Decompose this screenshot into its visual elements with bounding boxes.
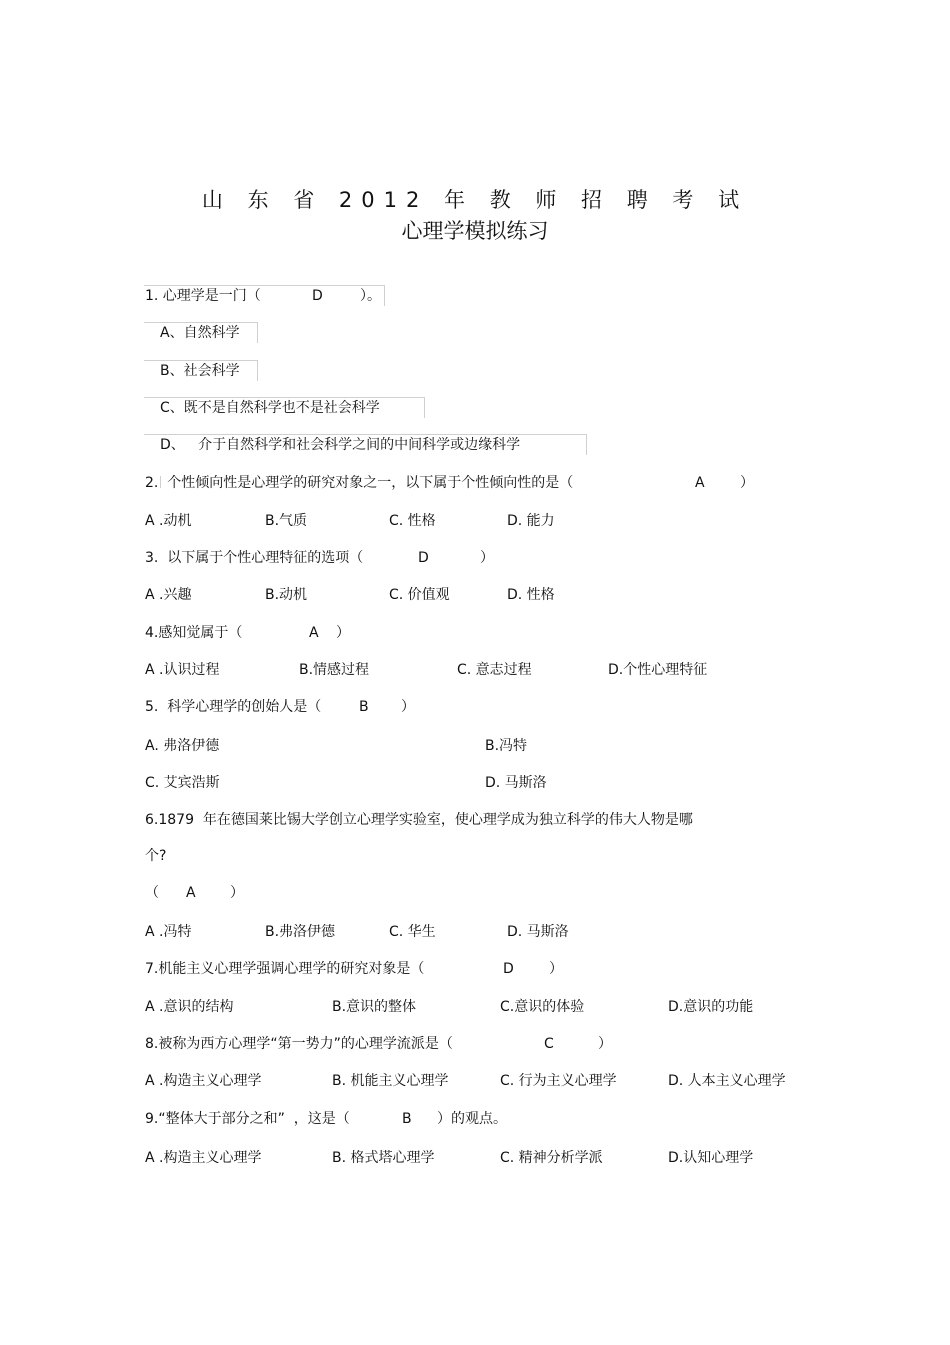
q8-option-c: C. 行为主义心理学: [500, 1073, 617, 1089]
q3-option-c: C. 价值观: [389, 587, 450, 603]
q3-stem: 3. 以下属于个性心理特征的选项（: [145, 550, 364, 566]
q4-option-c: C. 意志过程: [457, 662, 532, 678]
q7-option-d: D.意识的功能: [668, 999, 754, 1015]
q6-stem-line1: 6.1879 年在德国莱比锡大学创立心理学实验室，使心理学成为独立科学的伟大人物是哪: [145, 812, 693, 828]
q7-option-c: C.意识的体验: [500, 999, 585, 1015]
q8-option-b: B. 机能主义心理学: [332, 1073, 449, 1089]
q7-option-a: A .意识的结构: [145, 999, 234, 1015]
q1-option-b: B、社会科学: [160, 363, 240, 379]
q6-option-d: D. 马斯洛: [507, 924, 569, 940]
q9-answer: B: [402, 1111, 412, 1127]
q4-option-b: B.情感过程: [299, 662, 370, 678]
q7-option-b: B.意识的整体: [332, 999, 417, 1015]
q9-stem: 9.“整体大于部分之和” ，这是（: [145, 1111, 350, 1127]
q4-close: ）: [336, 625, 350, 641]
q8-option-d: D. 人本主义心理学: [668, 1073, 786, 1089]
q1-close: ）。: [360, 288, 381, 304]
q7-close: ）: [549, 961, 563, 977]
q9-option-a: A .构造主义心理学: [145, 1150, 262, 1166]
q9-option-c: C. 精神分析学派: [500, 1150, 603, 1166]
q7-stem: 7.机能主义心理学强调心理学的研究对象是（: [145, 961, 425, 977]
q6-close: ）: [230, 885, 244, 901]
q6-option-c: C. 华生: [389, 924, 436, 940]
q2-option-c: C. 性格: [389, 513, 436, 529]
q6-stem-line2: 个?: [145, 848, 167, 864]
q4-option-a: A .认识过程: [145, 662, 220, 678]
q1-answer: D: [312, 288, 323, 304]
q6-open: （: [145, 885, 159, 901]
page-title: 山 东 省 2012 年 教 师 招 聘 考 试: [201, 188, 749, 212]
q2-option-b: B.气质: [265, 513, 308, 529]
q9-option-b: B. 格式塔心理学: [332, 1150, 435, 1166]
q1-option-d: D、 介于自然科学和社会科学之间的中间科学或边缘科学: [160, 437, 521, 453]
q4-stem: 4.感知觉属于（: [145, 625, 243, 641]
q2-close: ）: [740, 475, 754, 491]
q6-option-a: A .冯特: [145, 924, 192, 940]
q3-close: ）: [480, 550, 494, 566]
q2-answer: A: [695, 475, 705, 491]
q5-answer: B: [359, 699, 369, 715]
page-subtitle: 心理学模拟练习: [401, 219, 549, 243]
q8-option-a: A .构造主义心理学: [145, 1073, 262, 1089]
q2-option-d: D. 能力: [507, 513, 555, 529]
q5-option-c: C. 艾宾浩斯: [145, 775, 220, 791]
q5-option-a: A. 弗洛伊德: [145, 738, 220, 754]
q4-option-d: D.个性心理特征: [608, 662, 708, 678]
q9-close: ）的观点。: [437, 1111, 507, 1127]
q6-answer: A: [186, 885, 196, 901]
q3-answer: D: [418, 550, 429, 566]
q7-answer: D: [503, 961, 514, 977]
q5-stem: 5. 科学心理学的创始人是（: [145, 699, 322, 715]
q3-option-a: A .兴趣: [145, 587, 192, 603]
q1-stem: 1. 心理学是一门（: [145, 288, 261, 304]
q3-option-d: D. 性格: [507, 587, 555, 603]
q8-stem: 8.被称为西方心理学“第一势力”的心理学流派是（: [145, 1036, 453, 1052]
q3-option-b: B.动机: [265, 587, 308, 603]
q5-close: ）: [401, 699, 415, 715]
q5-option-d: D. 马斯洛: [485, 775, 547, 791]
q2-stem: 2. 个性倾向性是心理学的研究对象之一，以下属于个性倾向性的是（: [145, 475, 574, 491]
q9-option-d: D.认知心理学: [668, 1150, 754, 1166]
q4-answer: A: [309, 625, 319, 641]
q8-answer: C: [544, 1036, 554, 1052]
q2-option-a: A .动机: [145, 513, 192, 529]
q5-option-b: B.冯特: [485, 738, 528, 754]
q6-option-b: B.弗洛伊德: [265, 924, 336, 940]
q1-option-c: C、既不是自然科学也不是社会科学: [160, 400, 380, 416]
q1-option-a: A、自然科学: [160, 325, 240, 341]
q8-close: ）: [598, 1036, 612, 1052]
